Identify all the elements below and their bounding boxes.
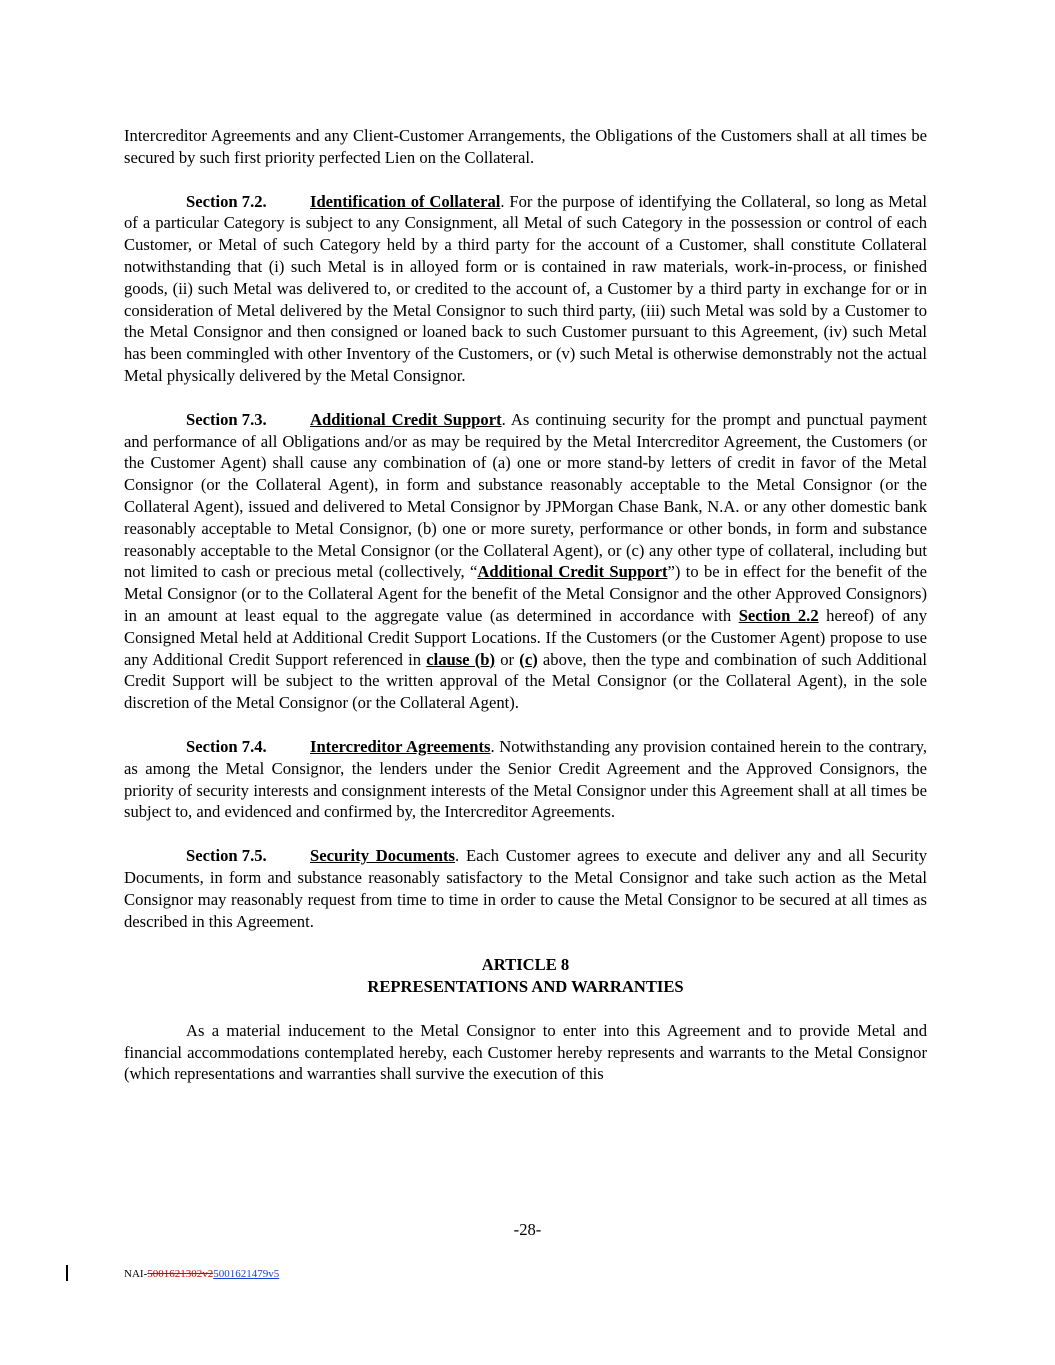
section-title: Security Documents	[310, 846, 456, 866]
document-body	[124, 125, 927, 1107]
section-text: or	[495, 649, 520, 669]
section-text: . For the purpose of identifying the Collateral, so long as Metal of a particular Category is subject to any Consignment, all Metal of such Category in the possession or control of each Customer, or Metal of such Category held by a third party for the account of a Customer, shall constitute Collateral notwithstanding that (i) such Metal is in alloyed form or is contained in raw materials, work-in-process, or finished goods, (ii) such Metal was delivered to, or credited to the account of, a Customer by a third party in exchange for or in consideration of Metal delivered by the Metal Consignor to such third party, (iii) such Metal was sold by a Customer to the Metal Consignor and then consigned or loaned back to such Customer pursuant to this Agreement, (iv) such Metal has been commingled with other Inventory of the Customers, or (v) such Metal is otherwise demonstrably not the actual Metal physically delivered by the Metal Consignor.	[124, 191, 927, 385]
footer-prefix: NAI-	[124, 1268, 148, 1280]
cross-reference: Section 2.2	[738, 605, 819, 625]
change-bar	[66, 1265, 68, 1281]
cross-reference: (c)	[519, 649, 538, 669]
section-text: ”) to be in effect for the benefit of the Metal Consignor (or to the Collateral Agent for the benefit of the Metal Consignor and the other Approved Consignors) in an amount at least equal to the aggregate value (as determined in accordance with	[124, 562, 927, 625]
section-7-3	[124, 409, 927, 714]
deleted-doc-id: 5001621302v2	[147, 1268, 214, 1280]
section-text: above, then the type and combination of such Additional Credit Support will be subject to the written approval of the Metal Consignor (or the Collateral Agent), in the sole discretion of the Metal Consignor (or the Collateral Agent).	[124, 649, 928, 713]
document-id-footer	[124, 1268, 279, 1280]
article-8-intro: As a material inducement to the Metal Consignor to enter into this Agreement and to provide Metal and financial accommodations contemplated hereby, each Customer hereby represents and warrants to the Metal Consignor (which representations and warranties shall survive the execution of this	[124, 1020, 927, 1084]
section-title: Additional Credit Support	[310, 409, 502, 429]
section-7-2	[124, 191, 927, 387]
cross-reference: clause (b)	[426, 649, 496, 669]
section-title: Intercreditor Agreements	[310, 736, 491, 756]
article-title: REPRESENTATIONS AND WARRANTIES	[367, 977, 684, 997]
section-7-4	[124, 736, 927, 823]
section-text: . Notwithstanding any provision contained herein to the contrary, as among the Metal Consignor, the lenders under the Senior Credit Agreement and the Approved Consignors, the priority of security interests and consignment interests of the Metal Consignor under this Agreement shall at all times be subject to, and evidenced and confirmed by, the Intercreditor Agreements.	[124, 736, 927, 822]
inserted-doc-id: 5001621479v5	[213, 1268, 280, 1280]
defined-term: Additional Credit Support	[477, 562, 668, 582]
article-number: ARTICLE 8	[481, 955, 570, 975]
section-text: . Each Customer agrees to execute and deliver any and all Security Documents, in form and substance reasonably satisfactory to the Metal Consignor and take such action as the Metal Consignor may reasonably request from time to time in order to cause the Metal Consignor to be secured at all times as described in this Agreement.	[124, 846, 927, 931]
section-7-5	[124, 845, 927, 932]
continued-paragraph: Intercreditor Agreements and any Client-Customer Arrangements, the Obligations of the Customers shall at all times be secured by such first priority perfected Lien on the Collateral.	[124, 126, 927, 167]
section-number: Section 7.5.	[186, 846, 267, 866]
article-heading	[124, 954, 927, 998]
section-title: Identification of Collateral	[310, 191, 501, 211]
section-number: Section 7.2.	[186, 191, 267, 211]
section-text: hereof) of any Consigned Metal held at Additional Credit Support Locations. If the Customers (or the Customer Agent) propose to use any Additional Credit Support referenced in	[124, 605, 927, 669]
section-number: Section 7.3.	[186, 409, 267, 429]
page-number: -28-	[513, 1220, 542, 1239]
section-text: . As continuing security for the prompt and punctual payment and performance of all Obligations and/or as may be required by the Metal Intercreditor Agreement, the Customers (or the Customer Agent) shall cause any combination of (a) one or more stand-by letters of credit in favor of the Metal Consignor (or the Collateral Agent), in form and substance reasonably acceptable to the Metal Consignor (or the Collateral Agent), issued and delivered to Metal Consignor by JPMorgan Chase Bank, N.A. or any other domestic bank reasonably acceptable to Metal Consignor, (b) one or more surety, performance or other bonds, in form and substance reasonably acceptable to the Metal Consignor (or the Collateral Agent), or (c) any other type of collateral, including but not limited to cash or precious metal (collectively, “	[124, 409, 927, 582]
section-number: Section 7.4.	[186, 736, 267, 756]
